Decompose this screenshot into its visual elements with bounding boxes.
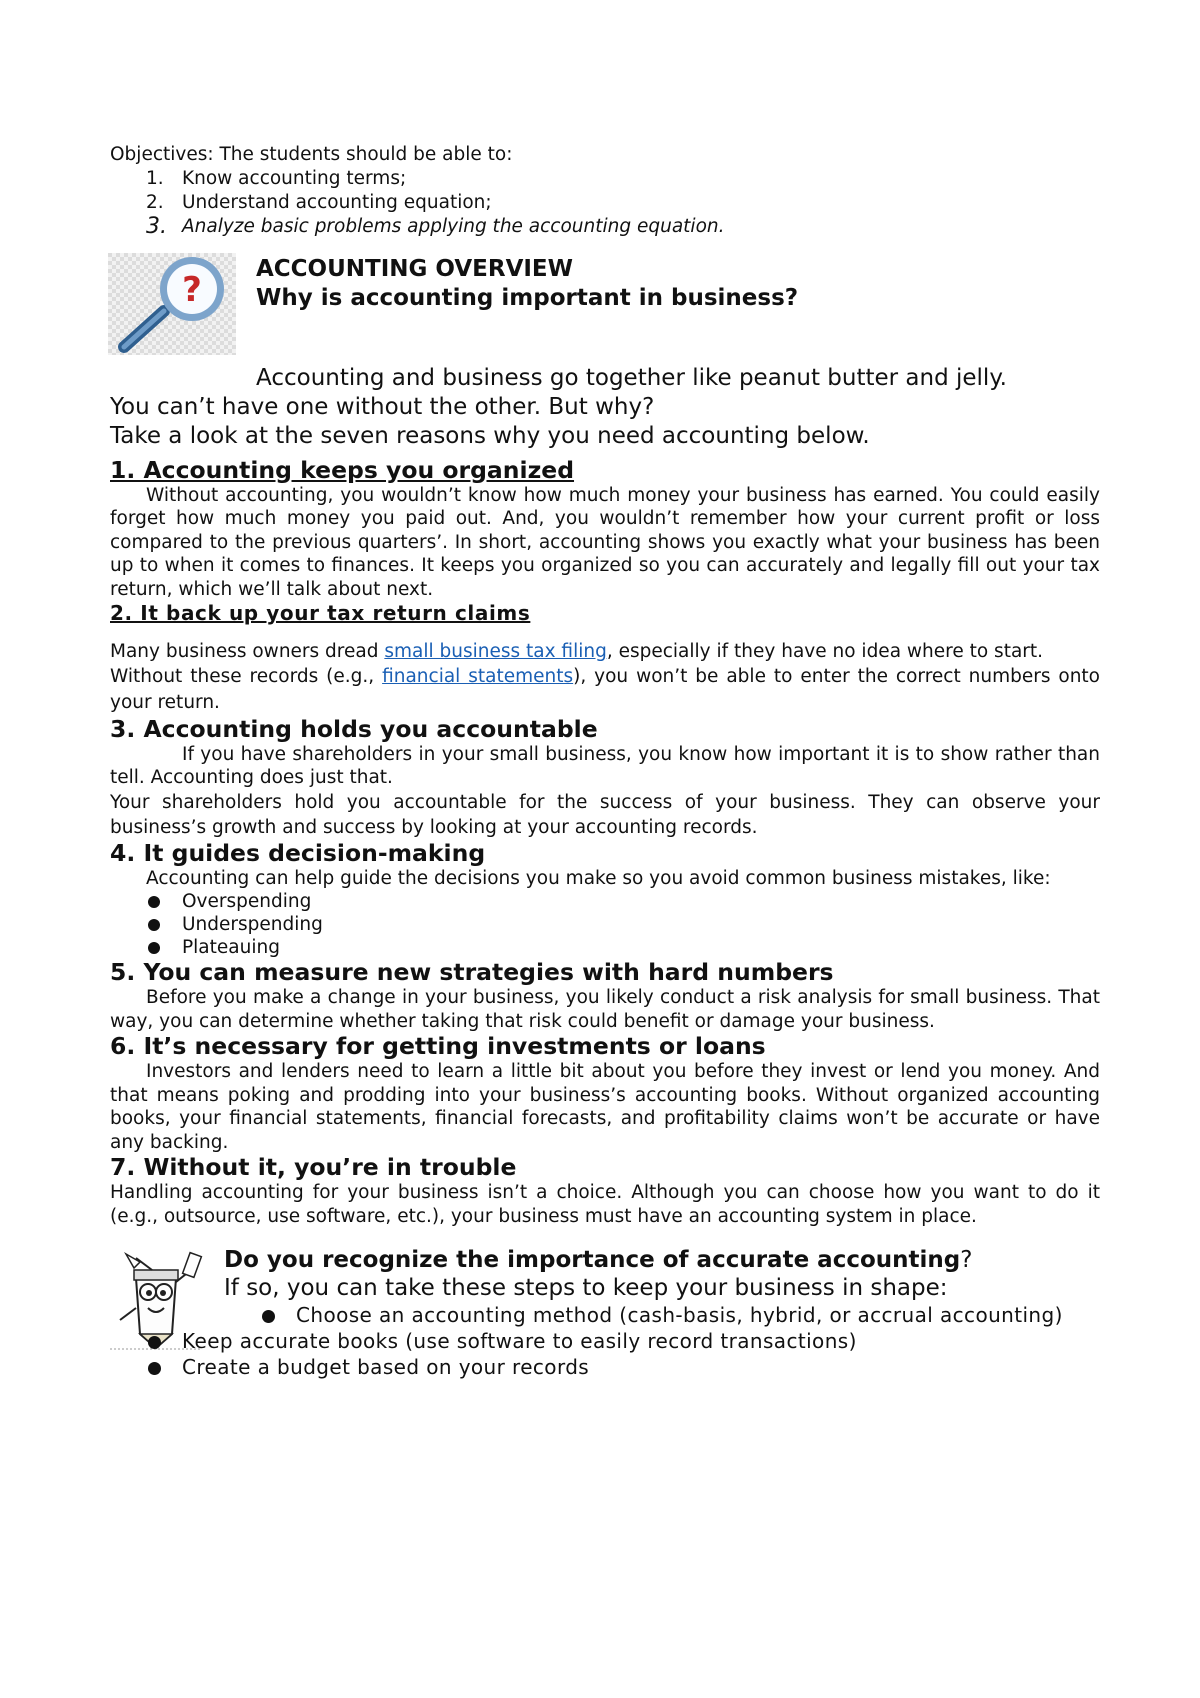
document-page: [110, 143, 1100, 1380]
overview-question: Why is accounting important in business?: [256, 284, 799, 311]
text-run: , especially if they have no idea where to start.: [606, 641, 1044, 662]
section-7: [110, 1154, 1100, 1228]
list-item-text: Choose an accounting method (cash-basis, hybrid, or accrual accounting): [296, 1303, 1063, 1327]
objective-item: [110, 191, 1100, 215]
section-heading: 4. It guides decision-making: [110, 838, 486, 867]
list-item-text: Keep accurate books (use software to easily record transactions): [182, 1329, 857, 1353]
list-item-text: Underspending: [182, 914, 323, 935]
section-6: [110, 1033, 1100, 1154]
cta-steps-list-continued: [110, 1328, 1100, 1380]
text-run: ), you won’t be able to enter the correct numbers onto your return.: [110, 665, 1100, 713]
section-1: [110, 457, 1100, 602]
objective-text: Analyze basic problems applying the accounting equation.: [182, 215, 725, 237]
section-body: Accounting can help guide the decisions you make so you avoid common business mistakes, like:: [146, 867, 1051, 889]
section-body: If you have shareholders in your small business, you know how important it is to show rather than tell. Accounting does just that.: [110, 743, 1100, 788]
cta-question-mark: ?: [960, 1247, 973, 1273]
list-item-text: Create a budget based on your records: [182, 1355, 590, 1379]
section-body: [110, 664, 1100, 716]
list-item: [110, 1354, 1100, 1380]
overview-lead-line: Accounting and business go together like peanut butter and jelly.: [256, 364, 1007, 391]
decision-bullets: [110, 890, 1100, 959]
section-heading: 7. Without it, you’re in trouble: [110, 1153, 517, 1181]
section-body: Without accounting, you wouldn’t know how much money your business has earned. You could easily forget how much money you paid out. And, you wouldn’t remember how your current profit or loss compared to the previous quarters’. In short, accounting shows you exactly what your business has been up to when it comes to finances. It keeps you organized so you can accurately and legally fill out your tax return, which we’ll talk about next.: [110, 484, 1100, 600]
section-body: Investors and lenders need to learn a little bit about you before they invest or lend you money. And that means poking and prodding into your business’s accounting books. Without organized accounting books, your financial statements, financial forecasts, and profitability claims won’t be accurate or have any backing.: [110, 1061, 1100, 1153]
cta-steps-intro: If so, you can take these steps to keep your business in shape:: [224, 1275, 948, 1301]
objective-text: Understand accounting equation;: [182, 191, 492, 213]
list-item: [110, 936, 1100, 959]
list-item: [224, 1302, 1100, 1328]
bullet-dot-icon: [262, 1310, 275, 1323]
overview-lead-line: Take a look at the seven reasons why you need accounting below.: [110, 422, 870, 449]
bullet-dot-icon: [148, 1336, 161, 1349]
section-heading: 2. It back up your tax return claims: [110, 601, 531, 625]
cta-question: [224, 1246, 1100, 1274]
objective-number: 1.: [146, 167, 164, 189]
bullet-dot-icon: [148, 896, 160, 908]
cta-block: [110, 1246, 1100, 1380]
bullet-dot-icon: [148, 1362, 161, 1375]
overview-block: [110, 253, 1100, 449]
objective-text: Know accounting terms;: [182, 167, 407, 189]
objective-item: [110, 215, 1100, 239]
section-3: [110, 716, 1100, 840]
section-heading: 1. Accounting keeps you organized: [110, 455, 575, 484]
financial-statements-link[interactable]: financial statements: [382, 665, 574, 687]
list-item-text: Plateauing: [182, 937, 280, 958]
overview-lead: [110, 337, 1100, 451]
objective-number: 3.: [146, 213, 167, 239]
overview-titles: [256, 255, 798, 313]
cta-question-text: Do you recognize the importance of accurate accounting: [224, 1247, 961, 1273]
overview-lead-line: You can’t have one without the other. But why?: [110, 393, 655, 420]
list-item: [110, 890, 1100, 913]
section-5: [110, 959, 1100, 1033]
list-item: [110, 1328, 1100, 1354]
objective-item: [110, 167, 1100, 191]
small-business-tax-filing-link[interactable]: small business tax filing: [384, 641, 607, 662]
section-2: [110, 601, 1100, 716]
section-heading: 5. You can measure new strategies with hard numbers: [110, 958, 834, 986]
objectives-intro: Objectives: The students should be able to:: [110, 144, 513, 165]
objective-number: 2.: [146, 191, 164, 213]
objectives-list: [110, 167, 1100, 239]
text-run: Many business owners dread: [110, 641, 385, 662]
list-item: [110, 913, 1100, 936]
section-body: Before you make a change in your business, you likely conduct a risk analysis for small business. That way, you can determine whether taking that risk could benefit or damage your business.: [110, 987, 1100, 1032]
section-body: Your shareholders hold you accountable for the success of your business. They can observe your business’s growth and success by looking at your accounting records.: [110, 791, 1100, 838]
section-body: Handling accounting for your business isn’t a choice. Although you can choose how you want to do it (e.g., outsource, use software, etc.), your business must have an accounting system in place.: [110, 1182, 1100, 1227]
section-heading: 6. It’s necessary for getting investments or loans: [110, 1032, 766, 1060]
bullet-dot-icon: [148, 919, 160, 931]
cta-text: [110, 1246, 1100, 1328]
list-item-text: Overspending: [182, 891, 312, 912]
cta-steps-list: [224, 1302, 1100, 1328]
section-4: [110, 840, 1100, 960]
bullet-dot-icon: [148, 942, 160, 954]
section-body: [110, 640, 1100, 664]
overview-title: ACCOUNTING OVERVIEW: [256, 255, 574, 282]
svg-text:?: ?: [182, 269, 202, 310]
text-run: Without these records (e.g.,: [110, 665, 383, 687]
section-heading: 3. Accounting holds you accountable: [110, 714, 598, 743]
